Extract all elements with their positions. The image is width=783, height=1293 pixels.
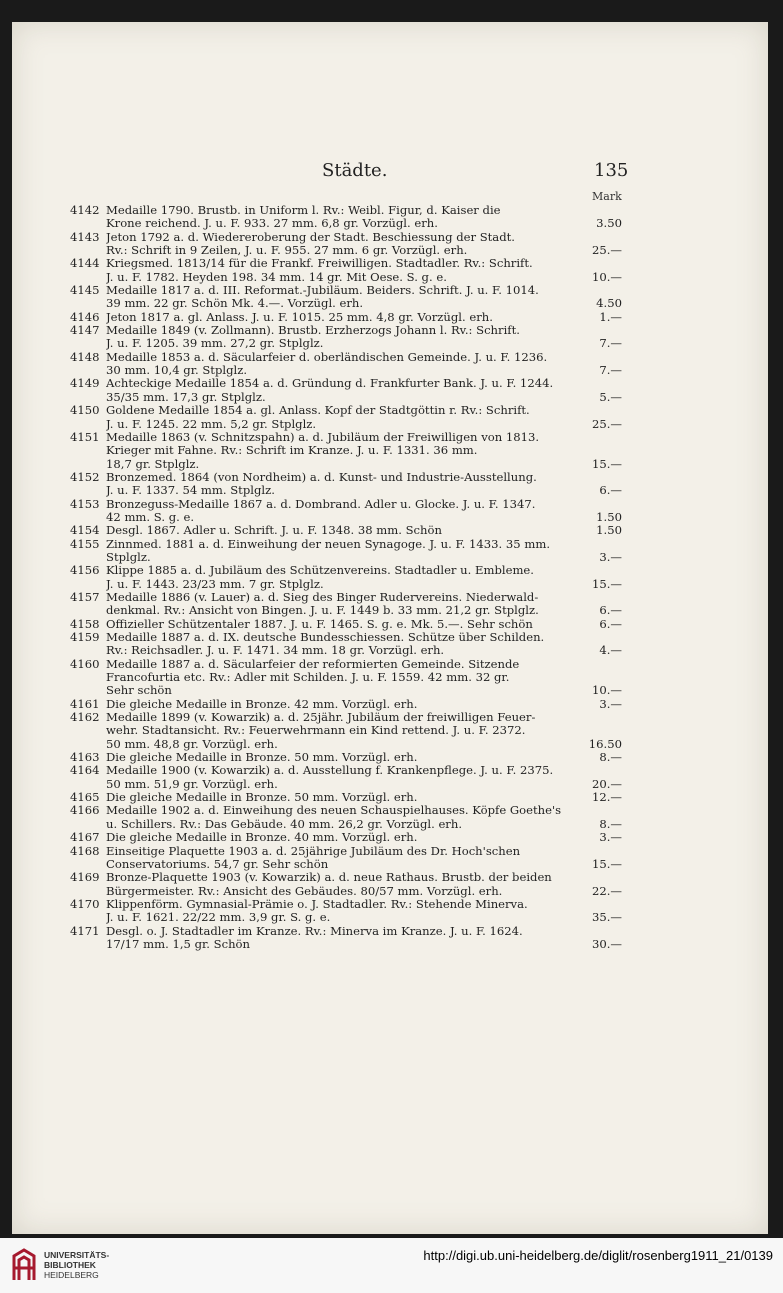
indent (70, 604, 106, 617)
entry-description: Offizieller Schützentaler 1887. J. u. F. 1465. S. g. e. Mk. 5.—. Sehr schön (106, 617, 533, 631)
indent (70, 778, 106, 791)
entry-description: 42 mm. S. g. e. (106, 510, 195, 524)
catalog-entry (70, 751, 622, 764)
entry-line (70, 364, 622, 377)
entry-line (70, 257, 622, 270)
entry-line (70, 698, 622, 711)
entry-price: 1.— (599, 309, 622, 324)
lot-number: 4166 (70, 803, 100, 818)
entry-line (70, 644, 622, 657)
catalog-entry (70, 377, 622, 404)
catalog-entry (70, 845, 622, 872)
entry-line (70, 337, 622, 350)
logo-line-2: BIBLIOTHEK (44, 1260, 96, 1270)
entry-line (70, 845, 622, 858)
entry-price: 4.50 (596, 296, 622, 311)
entry-line (70, 885, 622, 898)
price-spacer (582, 538, 622, 551)
lot-number: 4154 (70, 523, 100, 538)
entry-price: 8.— (599, 750, 622, 765)
entry-description: Medaille 1863 (v. Schnitzspahn) a. d. Jubiläum der Freiwilligen von 1813. (106, 430, 540, 444)
lot-number: 4143 (70, 229, 100, 244)
catalog-entry (70, 538, 622, 565)
catalog-entry (70, 284, 622, 311)
entry-price: 10.— (591, 683, 622, 698)
catalog-entry (70, 658, 622, 698)
entry-price: 25.— (591, 416, 622, 431)
indent (70, 551, 106, 564)
catalog-entry (70, 404, 622, 431)
indent (70, 911, 106, 924)
entry-line (70, 511, 622, 524)
indent (70, 391, 106, 404)
price-spacer (582, 764, 622, 777)
entry-line (70, 831, 622, 844)
entry-price: 5.— (599, 389, 622, 404)
entry-price: 8.— (599, 816, 622, 831)
price-spacer (582, 351, 622, 364)
entry-line (70, 791, 622, 804)
indent (70, 271, 106, 284)
lot-number: 4168 (70, 843, 100, 858)
entry-description: J. u. F. 1205. 39 mm. 27,2 gr. Stplglz. (106, 337, 324, 351)
entry-line (70, 538, 622, 551)
entry-description: J. u. F. 1337. 54 mm. Stplglz. (106, 484, 275, 498)
entry-line (70, 377, 622, 390)
lot-number: 4167 (70, 830, 100, 845)
lot-number: 4158 (70, 616, 100, 631)
entry-price: 6.— (599, 483, 622, 498)
lot-number: 4163 (70, 750, 100, 765)
entry-line (70, 871, 622, 884)
entry-line (70, 711, 622, 724)
entry-line (70, 444, 622, 457)
entry-description: Achteckige Medaille 1854 a. d. Gründung d. Frankfurter Bank. J. u. F. 1244. (106, 377, 554, 391)
entry-line (70, 431, 622, 444)
indent (70, 818, 106, 831)
entry-line (70, 658, 622, 671)
entry-description: Medaille 1817 a. d. III. Reformat.-Jubiläum. Beiders. Schrift. J. u. F. 1014. (106, 284, 539, 298)
entry-description: 50 mm. 51,9 gr. Vorzügl. erh. (106, 777, 278, 791)
price-spacer (582, 871, 622, 884)
entry-line (70, 631, 622, 644)
catalog-entry (70, 698, 622, 711)
entry-line (70, 804, 622, 817)
entry-description: J. u. F. 1443. 23/23 mm. 7 gr. Stplglz. (106, 577, 324, 591)
price-column-label: Mark (592, 190, 622, 203)
price-spacer (582, 257, 622, 270)
entry-price: 7.— (599, 363, 622, 378)
entry-description: Bronze-Plaquette 1903 (v. Kowarzik) a. d. neue Rathaus. Brustb. der beiden (106, 871, 552, 885)
lot-number: 4164 (70, 763, 100, 778)
page-title: Städte. (322, 160, 388, 181)
indent (70, 484, 106, 497)
catalog-entry (70, 324, 622, 351)
catalog-entry (70, 804, 622, 831)
entry-line (70, 311, 622, 324)
price-spacer (582, 591, 622, 604)
indent (70, 418, 106, 431)
entry-description: Medaille 1887 a. d. IX. deutsche Bundesschiessen. Schütze über Schilden. (106, 631, 545, 644)
price-spacer (582, 671, 622, 684)
entry-description: Die gleiche Medaille in Bronze. 42 mm. Vorzügl. erh. (106, 697, 418, 711)
entry-line (70, 938, 622, 951)
price-spacer (582, 925, 622, 938)
lot-number: 4151 (70, 429, 100, 444)
entry-description: Desgl. o. J. Stadtadler im Kranze. Rv.: Minerva im Kranze. J. u. F. 1624. (106, 924, 523, 938)
entry-description: Rv.: Schrift in 9 Zeilen, J. u. F. 955. 27 mm. 6 gr. Vorzügl. erh. (106, 244, 468, 258)
entry-line (70, 351, 622, 364)
entry-price: 15.— (591, 576, 622, 591)
lot-number: 4149 (70, 376, 100, 391)
price-spacer (582, 444, 622, 457)
price-spacer (582, 498, 622, 511)
price-spacer (582, 658, 622, 671)
entry-line (70, 591, 622, 604)
entry-price: 3.50 (596, 216, 622, 231)
entry-line (70, 391, 622, 404)
entry-line (70, 898, 622, 911)
indent (70, 885, 106, 898)
entry-price: 10.— (591, 269, 622, 284)
catalog-entry (70, 591, 622, 618)
entry-description: Medaille 1849 (v. Zollmann). Brustb. Erzherzogs Johann l. Rv.: Schrift. (106, 324, 520, 338)
lot-number: 4144 (70, 256, 100, 271)
catalog-entry (70, 311, 622, 324)
entry-description: Bürgermeister. Rv.: Ansicht des Gebäudes. 80/57 mm. Vorzügl. erh. (106, 884, 503, 898)
entry-line (70, 671, 622, 684)
entry-price: 7.— (599, 336, 622, 351)
indent (70, 244, 106, 257)
price-spacer (582, 231, 622, 244)
entry-description: Medaille 1887 a. d. Säcularfeier der reformierten Gemeinde. Sitzende (106, 657, 520, 671)
entry-description: u. Schillers. Rv.: Das Gebäude. 40 mm. 26,2 gr. Vorzügl. erh. (106, 817, 463, 831)
entry-description: 50 mm. 48,8 gr. Vorzügl. erh. (106, 737, 278, 751)
entry-line (70, 231, 622, 244)
lot-number: 4160 (70, 656, 100, 671)
price-spacer (582, 711, 622, 724)
entry-price: 3.— (599, 830, 622, 845)
entry-description: Medaille 1853 a. d. Säcularfeier d. oberländischen Gemeinde. J. u. F. 1236. (106, 350, 548, 364)
indent (70, 644, 106, 657)
entry-description: Jeton 1792 a. d. Wiedereroberung der Stadt. Beschiessung der Stadt. (106, 230, 515, 244)
indent (70, 724, 106, 737)
lot-number: 4145 (70, 283, 100, 298)
price-spacer (582, 431, 622, 444)
entry-description: J. u. F. 1245. 22 mm. 5,2 gr. Stplglz. (106, 417, 317, 431)
entry-line (70, 418, 622, 431)
entry-description: Krieger mit Fahne. Rv.: Schrift im Kranze. J. u. F. 1331. 36 mm. (106, 444, 478, 458)
catalog-entry (70, 831, 622, 844)
lot-number: 4150 (70, 403, 100, 418)
catalog-entry (70, 925, 622, 952)
entry-line (70, 458, 622, 471)
entry-price: 12.— (591, 790, 622, 805)
lot-number: 4147 (70, 323, 100, 338)
lot-number: 4161 (70, 696, 100, 711)
lot-number: 4157 (70, 589, 100, 604)
entry-line (70, 324, 622, 337)
lot-number: 4148 (70, 349, 100, 364)
entry-description: Goldene Medaille 1854 a. gl. Anlass. Kopf der Stadtgöttin r. Rv.: Schrift. (106, 404, 530, 418)
indent (70, 684, 106, 697)
entry-description: 30 mm. 10,4 gr. Stplglz. (106, 364, 248, 378)
catalog-entry (70, 351, 622, 378)
entry-line (70, 818, 622, 831)
entry-line (70, 578, 622, 591)
catalog-entry (70, 498, 622, 525)
lot-number: 4152 (70, 469, 100, 484)
entry-description: Klippenförm. Gymnasial-Prämie o. J. Stadtadler. Rv.: Stehende Minerva. (106, 897, 528, 911)
catalog-entry (70, 257, 622, 284)
catalog-entry (70, 564, 622, 591)
lot-number: 4162 (70, 710, 100, 725)
entry-price: 22.— (591, 883, 622, 898)
catalog-entry (70, 431, 622, 471)
catalog-entry (70, 898, 622, 925)
price-spacer (582, 804, 622, 817)
entry-description: 39 mm. 22 gr. Schön Mk. 4.—. Vorzügl. erh. (106, 297, 364, 311)
entry-description: Bronzeguss-Medaille 1867 a. d. Dombrand. Adler u. Glocke. J. u. F. 1347. (106, 497, 536, 511)
price-spacer (582, 898, 622, 911)
lot-number: 4169 (70, 870, 100, 885)
price-spacer (582, 631, 622, 644)
indent (70, 297, 106, 310)
entry-line (70, 858, 622, 871)
entry-line (70, 564, 622, 577)
entry-line (70, 911, 622, 924)
entry-description: Conservatoriums. 54,7 gr. Sehr schön (106, 857, 329, 871)
entry-price: 15.— (591, 456, 622, 471)
page-number: 135 (594, 160, 629, 181)
catalog-entry (70, 631, 622, 658)
entry-line (70, 297, 622, 310)
catalog-entry (70, 871, 622, 898)
source-url-link[interactable]: http://digi.ub.uni-heidelberg.de/diglit/rosenberg1911_21/0139 (423, 1248, 773, 1263)
entry-description: Rv.: Reichsadler. J. u. F. 1471. 34 mm. 18 gr. Vorzügl. erh. (106, 644, 445, 658)
lot-number: 4171 (70, 923, 100, 938)
entry-price: 15.— (591, 856, 622, 871)
entry-price: 16.50 (588, 736, 622, 751)
indent (70, 458, 106, 471)
indent (70, 364, 106, 377)
entry-line (70, 738, 622, 751)
entry-description: Francofurtia etc. Rv.: Adler mit Schilden. J. u. F. 1559. 42 mm. 32 gr. (106, 671, 510, 685)
entry-line (70, 271, 622, 284)
entry-description: Jeton 1817 a. gl. Anlass. J. u. F. 1015. 25 mm. 4,8 gr. Vorzügl. erh. (106, 310, 493, 324)
entry-description: J. u. F. 1621. 22/22 mm. 3,9 gr. S. g. e. (106, 911, 331, 925)
entry-line (70, 484, 622, 497)
lot-number: 4153 (70, 496, 100, 511)
indent (70, 444, 106, 457)
entry-line (70, 498, 622, 511)
catalog-entry (70, 231, 622, 258)
lot-number: 4155 (70, 536, 100, 551)
lot-number: 4159 (70, 630, 100, 644)
entry-line (70, 404, 622, 417)
lot-number: 4165 (70, 790, 100, 805)
scanned-page (12, 22, 768, 1234)
entry-line (70, 724, 622, 737)
logo-line-1: UNIVERSITÄTS- (44, 1250, 110, 1260)
entry-description: Klippe 1885 a. d. Jubiläum des Schützenvereins. Stadtadler u. Embleme. (106, 564, 534, 578)
university-logo-icon (10, 1246, 38, 1284)
catalog-entry (70, 764, 622, 791)
entry-description: Medaille 1902 a. d. Einweihung des neuen Schauspielhauses. Köpfe Goethe's (106, 804, 562, 818)
catalog-entry (70, 791, 622, 804)
entry-line (70, 925, 622, 938)
entry-description: Einseitige Plaquette 1903 a. d. 25jährige Jubiläum des Dr. Hoch'schen (106, 844, 521, 858)
entry-description: wehr. Stadtansicht. Rv.: Feuerwehrmann ein Kind rettend. J. u. F. 2372. (106, 724, 526, 738)
indent (70, 738, 106, 751)
lot-number: 4156 (70, 563, 100, 578)
entry-line (70, 751, 622, 764)
indent (70, 938, 106, 951)
entry-line (70, 524, 622, 537)
entry-description: 18,7 gr. Stplglz. (106, 457, 200, 471)
entry-description: 17/17 mm. 1,5 gr. Schön (106, 937, 250, 951)
entry-price: 4.— (599, 643, 622, 658)
indent (70, 858, 106, 871)
entry-line (70, 551, 622, 564)
indent (70, 337, 106, 350)
price-spacer (582, 404, 622, 417)
price-spacer (582, 724, 622, 737)
logo-line-3: HEIDELBERG (44, 1270, 99, 1280)
entry-description: Krone reichend. J. u. F. 933. 27 mm. 6,8 gr. Vorzügl. erh. (106, 217, 438, 231)
entry-price: 1.50 (596, 523, 622, 538)
entry-description: Kriegsmed. 1813/14 für die Frankf. Freiwilligen. Stadtadler. Rv.: Schrift. (106, 257, 533, 271)
entry-line (70, 778, 622, 791)
entry-price: 35.— (591, 910, 622, 925)
entry-description: Bronzemed. 1864 (von Nordheim) a. d. Kunst- und Industrie-Ausstellung. (106, 470, 537, 484)
footer-bar (0, 1238, 783, 1293)
price-spacer (582, 324, 622, 337)
entry-description: Die gleiche Medaille in Bronze. 40 mm. Vorzügl. erh. (106, 831, 418, 845)
lot-number: 4142 (70, 203, 100, 217)
indent (70, 511, 106, 524)
entry-price: 25.— (591, 243, 622, 258)
price-spacer (582, 204, 622, 217)
entry-line (70, 604, 622, 617)
library-logo-text (44, 1250, 109, 1280)
entry-line (70, 204, 622, 217)
price-spacer (582, 471, 622, 484)
entry-description: Stplglz. (106, 550, 151, 564)
entry-price: 6.— (599, 603, 622, 618)
entry-line (70, 684, 622, 697)
entry-line (70, 217, 622, 230)
catalog-entries (70, 204, 622, 951)
indent (70, 578, 106, 591)
entry-line (70, 244, 622, 257)
entry-price: 3.— (599, 549, 622, 564)
entry-price: 3.— (599, 696, 622, 711)
catalog-entry (70, 471, 622, 498)
entry-description: Sehr schön (106, 684, 172, 698)
entry-line (70, 618, 622, 631)
entry-description: Die gleiche Medaille in Bronze. 50 mm. Vorzügl. erh. (106, 751, 418, 765)
entry-description: J. u. F. 1782. Heyden 198. 34 mm. 14 gr. Mit Oese. S. g. e. (106, 270, 447, 284)
entry-line (70, 471, 622, 484)
entry-description: Medaille 1900 (v. Kowarzik) a. d. Ausstellung f. Krankenpflege. J. u. F. 2375. (106, 764, 554, 778)
indent (70, 217, 106, 230)
entry-description: denkmal. Rv.: Ansicht von Bingen. J. u. F. 1449 b. 33 mm. 21,2 gr. Stplglz. (106, 604, 539, 618)
entry-description: Medaille 1899 (v. Kowarzik) a. d. 25jähr. Jubiläum der freiwilligen Feuer- (106, 711, 536, 725)
entry-price: 30.— (591, 936, 622, 951)
price-spacer (582, 284, 622, 297)
entry-description: 35/35 mm. 17,3 gr. Stplglz. (106, 390, 266, 404)
catalog-entry (70, 204, 622, 231)
catalog-entry (70, 524, 622, 537)
lot-number: 4146 (70, 309, 100, 324)
entry-description: Zinnmed. 1881 a. d. Einweihung der neuen Synagoge. J. u. F. 1433. 35 mm. (106, 537, 551, 551)
catalog-entry (70, 711, 622, 751)
entry-description: Medaille 1790. Brustb. in Uniform l. Rv.: Weibl. Figur, d. Kaiser die (106, 204, 501, 217)
entry-description: Die gleiche Medaille in Bronze. 50 mm. Vorzügl. erh. (106, 791, 418, 805)
entry-description: Medaille 1886 (v. Lauer) a. d. Sieg des Binger Rudervereins. Niederwald- (106, 590, 539, 604)
price-spacer (582, 564, 622, 577)
entry-line (70, 284, 622, 297)
catalog-entry (70, 618, 622, 631)
lot-number: 4170 (70, 896, 100, 911)
entry-line (70, 764, 622, 777)
price-spacer (582, 845, 622, 858)
entry-price: 20.— (591, 776, 622, 791)
indent (70, 671, 106, 684)
entry-description: Desgl. 1867. Adler u. Schrift. J. u. F. 1348. 38 mm. Schön (106, 524, 442, 538)
price-spacer (582, 377, 622, 390)
entry-price: 6.— (599, 616, 622, 631)
entry-price: 1.50 (596, 509, 622, 524)
